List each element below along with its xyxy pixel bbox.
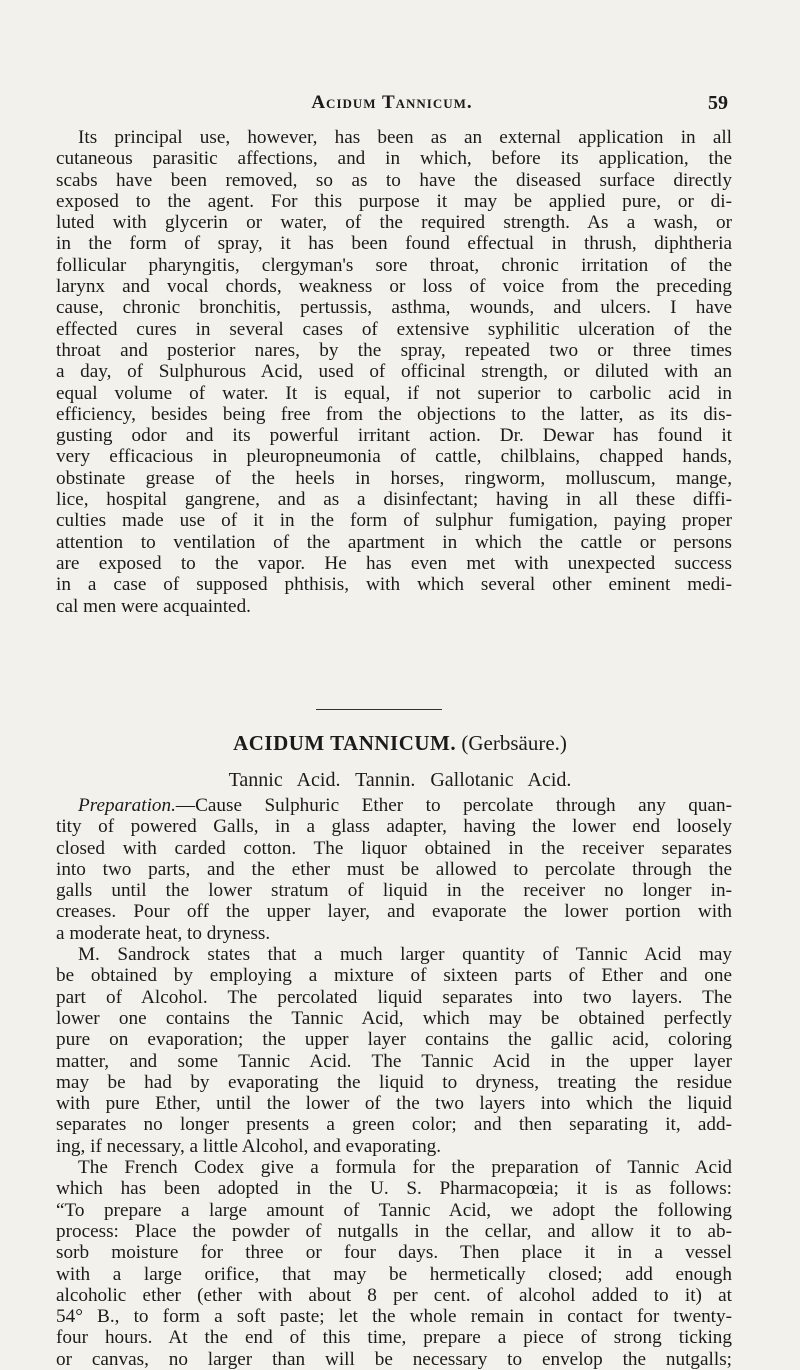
section-synonyms: Tannic Acid. Tannin. Gallotanic Acid. [228,769,572,791]
text-line: process: Place the powder of nutgalls in the cellar, and allow it to ab- [56,1220,732,1242]
preparation-first-line-text: —Cause Sulphuric Ether to percolate through any quan- [175,795,732,816]
section-title [0,731,800,756]
text-line: larynx and vocal chords, weakness or loss of voice from the preceding [56,276,732,298]
text-line: lower one contains the Tannic Acid, which may be obtained perfectly [56,1007,732,1029]
text-line: may be had by evaporating the liquid to dryness, treating the residue [56,1071,732,1093]
text-line: 54° B., to form a soft paste; let the whole remain in contact for twenty- [56,1306,732,1328]
text-line: with pure Ether, until the lower of the two layers into which the liquid [56,1093,732,1115]
text-line: sorb moisture for three or four days. Then place it in a vessel [56,1242,732,1264]
text-line: matter, and some Tannic Acid. The Tannic Acid in the upper layer [56,1050,732,1072]
text-line: exposed to the agent. For this purpose it may be applied pure, or di- [56,190,732,212]
text-line: tity of powered Galls, in a glass adapter, having the lower end loosely [56,816,732,838]
text-line: gusting odor and its powerful irritant action. Dr. Dewar has found it [56,425,732,447]
page-number: 59 [708,92,728,114]
preparation-paragraph [56,816,732,944]
text-line: ing, if necessary, a little Alcohol, and evaporating. [56,1135,442,1157]
text-line: “To prepare a large amount of Tannic Acid, we adopt the following [56,1199,732,1221]
text-line: are exposed to the vapor. He has even met with unexpected success [56,552,732,574]
paragraph-sulphurous-acid-uses [56,127,732,617]
text-line: pure on evaporation; the upper layer contains the gallic acid, coloring [56,1029,732,1051]
text-line: effected cures in several cases of extensive syphilitic ulceration of the [56,318,732,340]
text-line: into two parts, and the ether must be allowed to percolate through the [56,858,732,880]
text-line: The French Codex give a formula for the preparation of Tannic Acid [78,1157,732,1179]
text-line: four hours. At the end of this time, prepare a piece of strong ticking [56,1327,732,1349]
sandrock-paragraph [56,944,732,1157]
text-line: luted with glycerin or water, of the required strength. As a wash, or [56,212,732,234]
text-line: creases. Pour off the upper layer, and evaporate the lower portion with [56,901,732,923]
text-line: culties made use of it in the form of sulphur fumigation, paying proper [56,510,732,532]
text-line: M. Sandrock states that a much larger quantity of Tannic Acid may [78,944,732,966]
text-line: separates no longer presents a green color; and then separating it, add- [56,1114,732,1136]
section-title-german: (Gerbsäure.) [461,731,567,755]
text-line: closed with carded cotton. The liquor obtained in the receiver separates [56,837,732,859]
text-line: efficiency, besides being free from the objections to the latter, as its dis- [56,403,732,425]
text-line: attention to ventilation of the apartment in which the cattle or persons [56,531,732,553]
text-line: with a large orifice, that may be hermetically closed; add enough [56,1263,732,1285]
preparation-first-line [56,795,732,816]
text-line: equal volume of water. It is equal, if not superior to carbolic acid in [56,382,732,404]
preparation-label: Preparation. [78,795,176,816]
text-line: in the form of spray, it has been found effectual in thrush, diphtheria [56,233,732,255]
text-line: obstinate grease of the heels in horses, ringworm, molluscum, mange, [56,467,732,489]
text-line: scabs have been removed, so as to have the diseased surface directly [56,169,732,191]
section-title-latin: ACIDUM TANNICUM. [233,731,457,755]
text-line: part of Alcohol. The percolated liquid separates into two layers. The [56,986,732,1008]
running-title: Acidum Tannicum. [311,92,473,113]
text-line: Its principal use, however, has been as an external application in all [78,127,732,148]
text-line: cal men were acquainted. [56,595,251,617]
text-line: very efficacious in pleuropneumonia of cattle, chilblains, chapped hands, [56,446,732,468]
text-line: follicular pharyngitis, clergyman's sore throat, chronic irritation of the [56,254,732,276]
text-line: galls until the lower stratum of liquid in the receiver no longer in- [56,880,732,902]
text-line: alcoholic ether (ether with about 8 per cent. of alcohol added to it) at [56,1284,732,1306]
text-line: in a case of supposed phthisis, with which several other eminent medi- [56,574,732,596]
text-line: be obtained by employing a mixture of sixteen parts of Ether and one [56,965,732,987]
text-line: which has been adopted in the U. S. Pharmacopœia; it is as follows: [56,1178,732,1200]
french-codex-paragraph [56,1157,732,1370]
text-line: cutaneous parasitic affections, and in which, before its application, the [56,148,732,170]
section-divider [316,709,442,710]
text-line: throat and posterior nares, by the spray, repeated two or three times [56,339,732,361]
text-line: or canvas, no larger than will be necessary to envelop the nutgalls; [56,1348,732,1370]
text-line: cause, chronic bronchitis, pertussis, asthma, wounds, and ulcers. I have [56,297,732,319]
text-line: a moderate heat, to dryness. [56,922,271,944]
text-line: lice, hospital gangrene, and as a disinfectant; having in all these diffi- [56,489,732,511]
page-header [56,92,728,118]
section-body [56,795,732,1370]
text-line: a day, of Sulphurous Acid, used of officinal strength, or diluted with an [56,361,732,383]
